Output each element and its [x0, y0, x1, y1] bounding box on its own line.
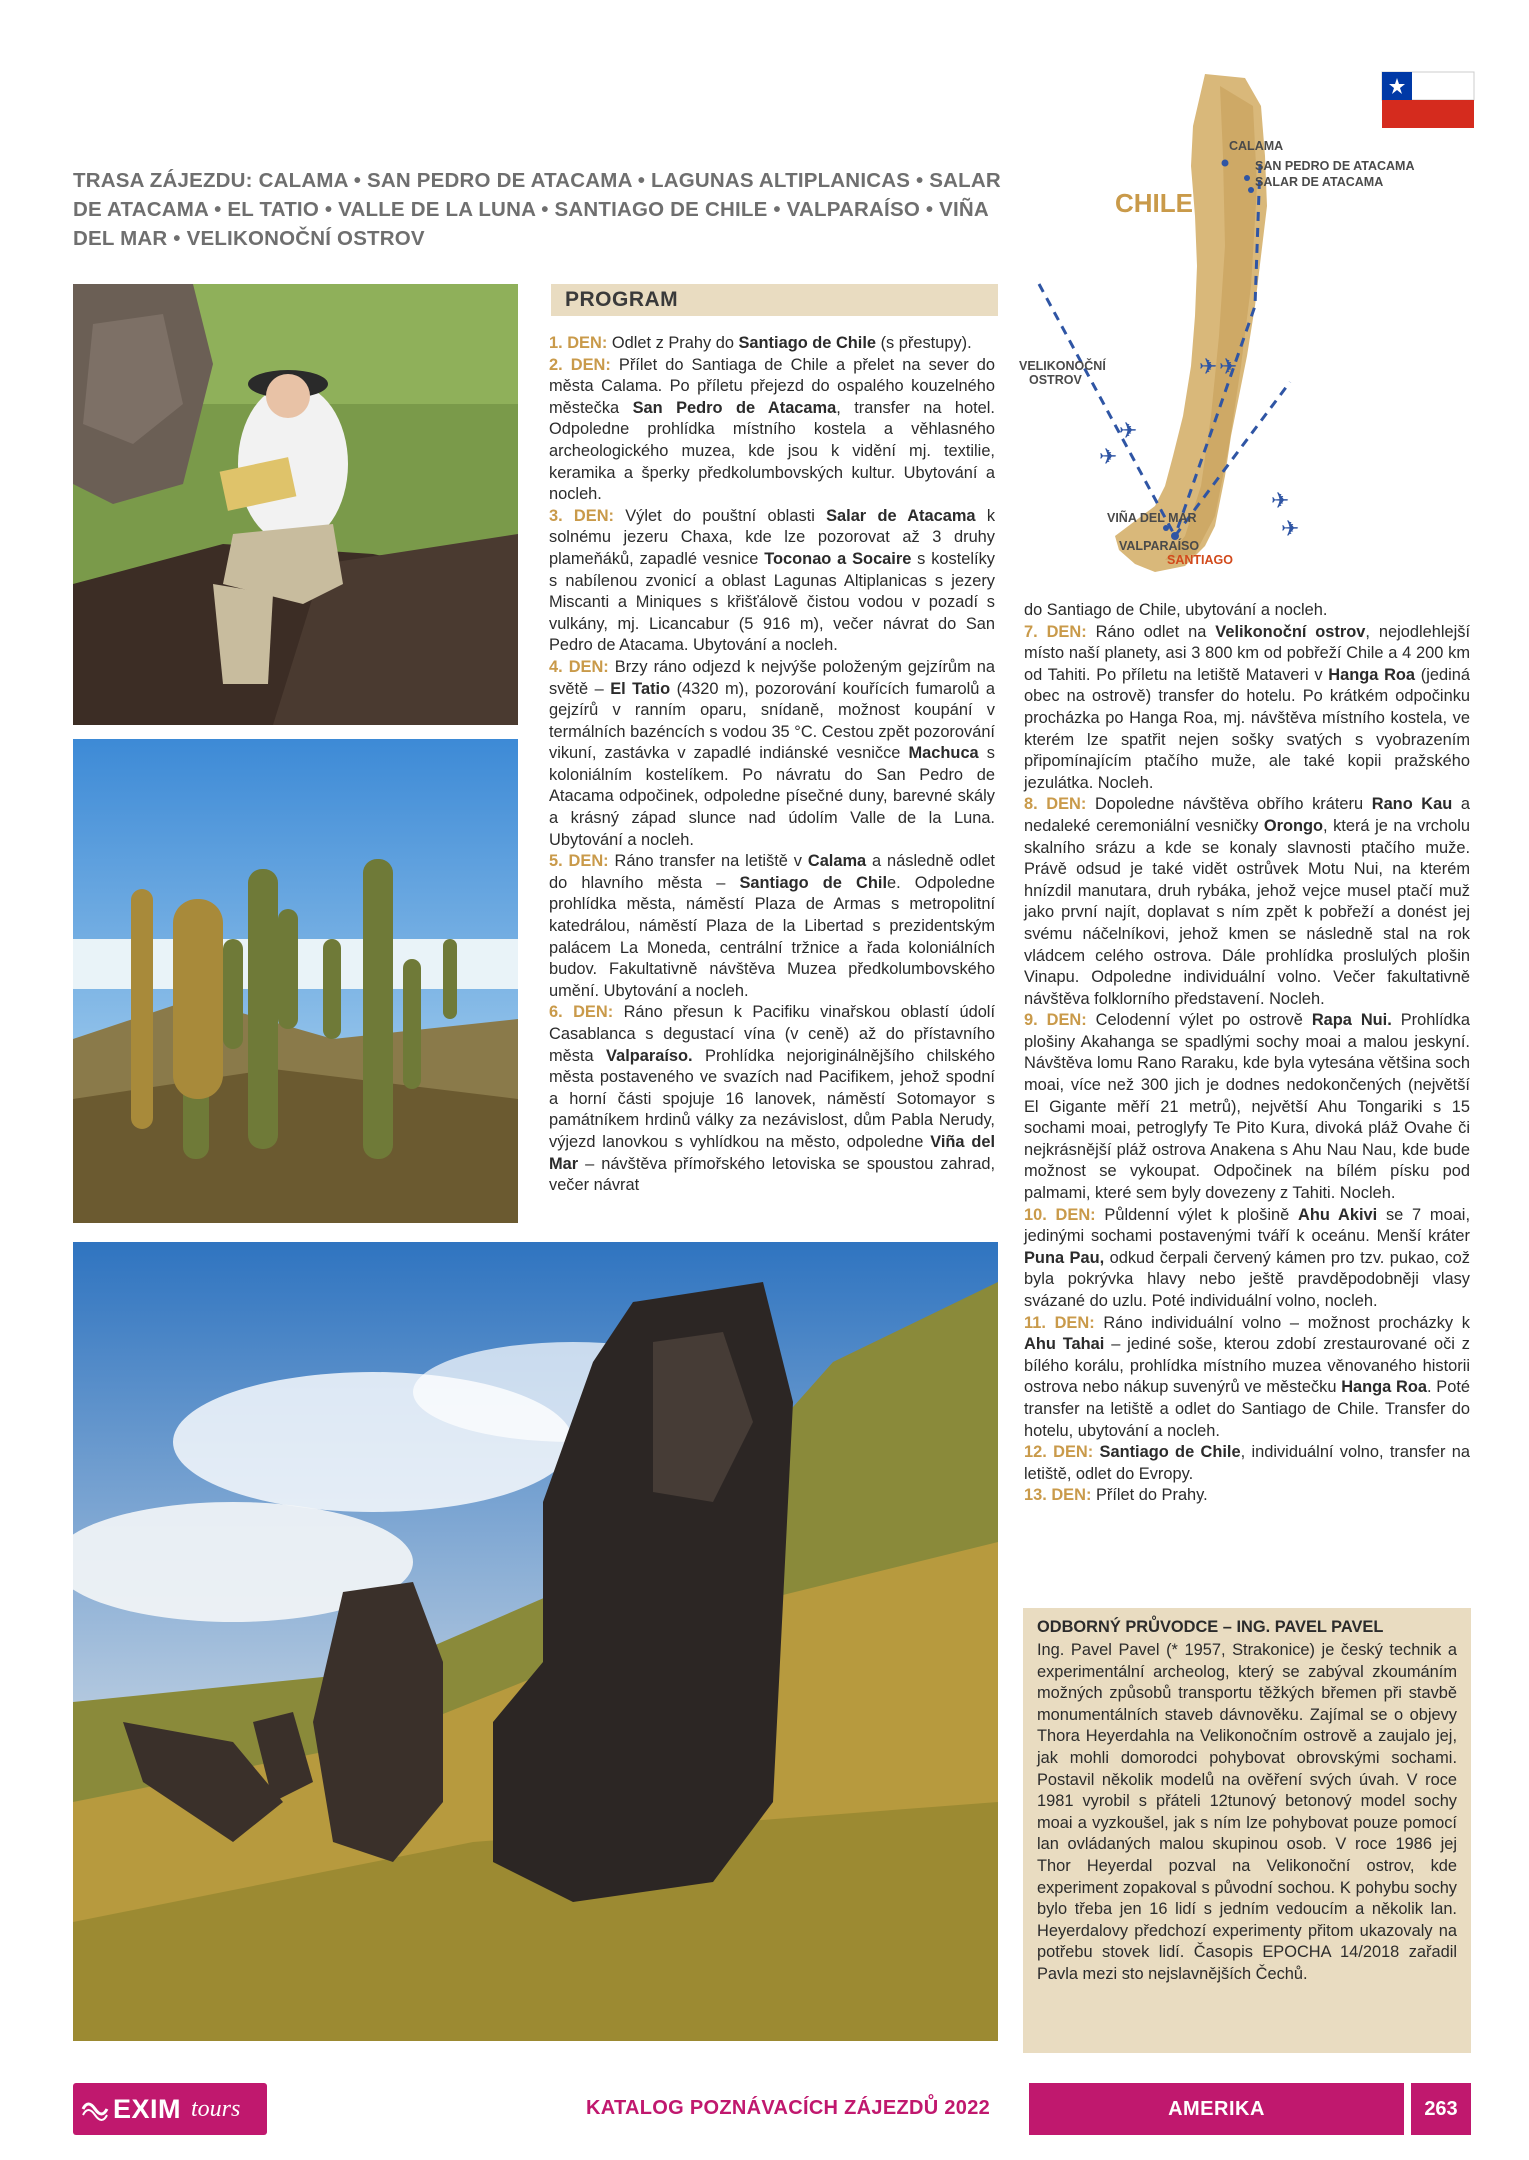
program-text: Půldenní výlet k plošině [1095, 1205, 1298, 1224]
program-text: , která je na vrcholu skalního srázu a kde se konaly slavnosti ptačího muže. Právě odsud je také vidět ostrůvek Motu Nui, na kterém hnízdil manutara, druh rybáka, jehož vejce musel ptačí muž jako první najít, doplavat s ním zpět k pobřeží a donést jej svému náčelníkovi, jehož kmen se následně stal na rok vládcem celého ostrova. Dále prohlídka proslulých plošin Vinapu. Odpoledne individuální volno. Večer fakultativně návštěva folklorního představení. Nocleh. [1024, 816, 1470, 1008]
program-paragraph [1024, 1313, 1470, 1443]
photo-man-reading [73, 284, 518, 725]
program-text: Santiago de Chile [1099, 1443, 1241, 1462]
program-paragraph [549, 506, 995, 657]
program-paragraph [1024, 622, 1470, 795]
program-text: Rapa Nui. [1311, 1011, 1392, 1030]
program-text: (jediná obec na ostrově) transfer do hotelu. Po krátkém odpočinku procházka po Hanga Roa, mj. návštěva místního kostela, ve kterém lze spatřit nejen sošky svatých s vyobrazením připomínajícím ptačího muže, ale také kopii pražského jezulátka. Nocleh. [1024, 665, 1470, 792]
day-label: 10. DEN: [1024, 1205, 1096, 1224]
program-text: se 7 moai, jedinými sochami postavenými tváří k oceánu. Menší kráter [1024, 1205, 1471, 1246]
map-label-easter-island: VELIKONOČNÍ [1019, 359, 1106, 373]
program-paragraph [1024, 794, 1470, 1010]
map-label-san-pedro: SAN PEDRO DE ATACAMA [1255, 159, 1415, 173]
program-text: Ráno transfer na letiště v [608, 852, 808, 871]
program-text: Odlet z Prahy do [607, 334, 739, 352]
route-header: TRASA ZÁJEZDU: CALAMA • SAN PEDRO DE ATACAMA • LAGUNAS ALTIPLANICAS • SALAR DE ATACAMA • EL TATIO • VALLE DE LA LUNA • SANTIAGO DE CHILE • VALPARAÍSO • VIÑA DEL MAR • VELIKONOČNÍ OSTROV [73, 169, 1001, 250]
guide-title: ODBORNÝ PRŮVODCE – ING. PAVEL PAVEL [1037, 1618, 1384, 1636]
program-text: – jediné soše, kterou zdobí zrestaurované oči z bílého korálu, prohlídka místního muzea věnovaného historii ostrova nebo nákup suvenýrů ve městečku [1024, 1335, 1470, 1397]
day-label: 8. DEN: [1024, 795, 1087, 814]
program-text: a následně odlet do hlavního města – [549, 852, 995, 892]
program-text: Orongo [1263, 816, 1324, 835]
region-tab[interactable]: AMERIKA [1029, 2083, 1404, 2135]
day-label: 5. DEN: [549, 852, 609, 871]
program-text: Celodenní výlet po ostrově [1086, 1011, 1312, 1030]
plane-icon: ✈ [1219, 355, 1238, 380]
program-paragraph [549, 1002, 995, 1196]
program-paragraph [1024, 1485, 1470, 1507]
program-text: (4320 m), pozorování kouřících fumarolů a gejzírů v ranním oparu, snídaně, možnost koupání v termálních bazéncích s vodou 35 °C. Cestou zpět pozorování vikuní, zastávka v zapadlé indiánské vesničce [549, 679, 995, 763]
map-label-valparaiso: VALPARAÍSO [1119, 539, 1200, 553]
map-label-salar: SALAR DE ATACAMA [1255, 175, 1384, 189]
program-text: Calama [807, 852, 867, 871]
plane-icon: ✈ [1281, 517, 1300, 542]
chile-map [1015, 66, 1475, 586]
logo-script-text: tours [191, 2096, 241, 2122]
catalog-title: KATALOG POZNÁVACÍCH ZÁJEZDŮ 2022 [585, 2097, 991, 2119]
program-text: Ráno odlet na [1086, 622, 1216, 641]
program-text: , nejodlehlejší místo naší planety, asi 3 800 km od pobřeží Chile a 4 200 km od Tahiti. Po příletu na letiště Mataveri v [1024, 622, 1471, 684]
program-text: . Poté transfer na letiště a odlet do Santiago de Chile. Transfer do hotelu, ubytování a nocleh. [1024, 1378, 1470, 1440]
program-text: s koloniálním kostelíkem. Po návratu do San Pedro de Atacama odpočinek, odpoledne písečné duny, barevné skály a krásný západ slunce nad údolím Valle de la Luna. Ubytování a nocleh. [549, 744, 996, 849]
program-text: Hanga Roa [1341, 1378, 1427, 1397]
map-label-santiago: SANTIAGO [1167, 553, 1233, 567]
program-text: Toconao a Socaire [764, 549, 912, 568]
program-text: (s přestupy). [876, 334, 972, 352]
map-label-easter-island-2: OSTROV [1029, 373, 1082, 387]
photo-cacti [73, 739, 518, 1223]
program-text: Prohlídka nejoriginálnějšího chilského města postaveného ve svazích nad Pacifikem, jehož spodní a horní části spojuje 16 lanovek, náměstí Sotomayor s památníkem hrdinů války za nezávislost, dům Pabla Nerudy, výjezd lanovkou s vyhlídkou na město, odpoledne [549, 1046, 995, 1151]
program-text: e. Odpoledne prohlídka města, náměstí Plaza de Armas s metropolitní katedrálou, náměstí Plaza de la Libertad s prezidentským palácem La Moneda, centrální tržnice a řada koloniálních budov. Fakultativně návštěva Muzea předkolumbovského umění. Ubytování a nocleh. [549, 873, 995, 1000]
program-text: San Pedro de Atacama [632, 398, 837, 417]
day-label: 1. DEN: [549, 334, 608, 352]
program-text: Valparaíso. [606, 1046, 693, 1065]
guide-box [1023, 1608, 1471, 2053]
program-text: Hanga Roa [1328, 665, 1416, 684]
program-text: Velikonoční ostrov [1215, 622, 1366, 641]
program-column-1 [549, 333, 995, 1197]
program-text: Viña del Mar [549, 1132, 995, 1173]
guide-text: Ing. Pavel Pavel (* 1957, Strakonice) je český technik a experimentální archeolog, který se zabýval zkoumáním možných způsobů transportu těžkých břemen při stavbě monumentálních staveb dávnověku. Zajímal se o objevy Thora Heyerdahla na Velikonočním ostrově a zaujalo jej, jak mohli domorodci pohybovat obrovskými sochami. Postavil několik modelů na ověření svých úvah. V roce 1981 vyrobil s přáteli 12tunový betonový model sochy moai a vyzkoušel, jak s ním lze pohybovat pouze pomocí lan ovládaných malou skupinou osob. V roce 1986 jej Thor Heyerdal pozval na Velikonoční ostrov, kde experiment zopakoval s původní sochou. K pohybu sochy bylo třeba jen 16 lidí s jedním vedoucím a několik lan. Heyerdalovy předchozí experimenty přitom ukazovaly na potřebu stovek lidí. Časopis EPOCHA 14/2018 zařadil Pavla mezi sto nejslavnějších Čechů. [1037, 1641, 1457, 1983]
program-text: Výlet do pouštní oblasti [614, 506, 827, 525]
program-text: Puna Pau, [1024, 1248, 1105, 1267]
day-label: 13. DEN: [1024, 1486, 1092, 1505]
program-text: El Tatio [610, 679, 671, 698]
program-text: Santiago de Chile [738, 334, 877, 352]
program-paragraph [1024, 1442, 1470, 1485]
logo-main-text: EXIM [113, 2094, 182, 2124]
program-text: Ahu Tahai [1024, 1335, 1105, 1354]
program-paragraph [549, 333, 995, 355]
program-heading-bar [551, 284, 998, 316]
program-text: – návštěva přímořského letoviska se spoustou zahrad, večer návrat [549, 1154, 995, 1195]
day-label: 11. DEN: [1024, 1313, 1095, 1332]
program-text: Ahu Akivi [1298, 1205, 1378, 1224]
plane-icon: ✈ [1119, 419, 1138, 444]
logo-wave-icon [81, 2095, 109, 2123]
day-label: 2. DEN: [549, 355, 611, 374]
program-text: Salar de Atacama [826, 506, 976, 525]
map-label-vina: VIÑA DEL MAR [1107, 511, 1197, 525]
map-label-calama: CALAMA [1229, 139, 1284, 153]
program-text: Přílet do Prahy. [1091, 1486, 1208, 1505]
program-text: Rano Kau [1371, 795, 1453, 814]
day-label: 9. DEN: [1024, 1011, 1087, 1030]
program-paragraph [549, 657, 995, 851]
program-text: a nedaleké ceremoniální vesničky [1024, 795, 1470, 835]
day-label: 4. DEN: [549, 657, 609, 676]
program-text: Santiago de Chil [739, 873, 887, 892]
day-label: 12. DEN: [1024, 1443, 1094, 1462]
program-text: Brzy ráno odjezd k nejvýše položeným gejzírům na světě – [549, 657, 995, 698]
page-number: 263 [1411, 2083, 1471, 2135]
program-text: s kostelíky s nabílenou zvonicí a oblast Lagunas Altiplanicas s jezery Miscanti a Miniques s křišťálově čistou vodou v pozadí s vulkány, mj. Licancabur (5 916 m), večer návrat do San Pedro de Atacama. Ubytování a nocleh. [549, 549, 995, 655]
day-label: 6. DEN: [549, 1003, 614, 1022]
day-label: 3. DEN: [549, 506, 614, 525]
program-text: k solnému jezeru Chaxa, kde lze pozorovat až 3 druhy plameňáků, zapadlé vesnice [549, 506, 996, 568]
program-text: Ráno individuální volno – možnost procházky k [1094, 1313, 1471, 1332]
exim-tours-logo[interactable] [73, 2083, 267, 2135]
program-text: do Santiago de Chile, ubytování a nocleh. [1024, 601, 1328, 619]
program-text: Prohlídka plošiny Akahanga se spadlými sochy moai a malou jeskyní. Návštěva lomu Rano Raraku, kde byla vytesána většina soch moai, více než 300 jich je dodnes nedokončených (největší El Gigante měří 21 metrů), největší Ahu Tongariki s 15 sochami moai, petroglyfy Te Pito Kura, divoká pláž Ovahe či nejkrásnější pláž ostrova Anakena s Ahu Nau Nau, kde bude možnost se vykoupat. Odpočinek na bílém písku pod palmami, které sem byly dovezeny z Tahiti. Nocleh. [1024, 1011, 1470, 1203]
program-paragraph [1024, 1205, 1470, 1313]
program-text: Dopoledne návštěva obřího kráteru [1086, 795, 1372, 814]
program-text: Přílet do Santiaga de Chile a přelet na sever do města Calama. Po příletu přejezd do ospalého kouzelného městečka [549, 355, 995, 417]
photo-moai [73, 1242, 998, 2041]
plane-icon: ✈ [1199, 355, 1218, 380]
day-label: 7. DEN: [1024, 622, 1087, 641]
program-title: PROGRAM [565, 288, 679, 311]
program-text: Ráno přesun k Pacifiku vinařskou oblastí údolí Casablanca s degustací vína (v ceně) až do přístavního města [549, 1003, 996, 1065]
plane-icon: ✈ [1271, 489, 1290, 514]
program-paragraph [1024, 1010, 1470, 1204]
program-text: odkud čerpali červený kámen pro tzv. pukao, což byla pokrývka hlavy nebo ještě pravděpodobněji vlasy svázané do uzlu. Poté individuální volno, nocleh. [1024, 1248, 1470, 1310]
program-paragraph [549, 355, 995, 506]
program-paragraph [549, 851, 995, 1002]
map-country-label: CHILE [1115, 188, 1193, 218]
program-text: , transfer na hotel. Odpoledne prohlídka místního kostela a věhlasného archeologického muzea, kde jsou k vidění mj. textilie, keramika a šperky předkolumbovských kultur. Ubytování a nocleh. [549, 398, 995, 504]
plane-icon: ✈ [1099, 445, 1118, 470]
program-text: , individuální volno, transfer na letiště, odlet do Evropy. [1024, 1443, 1470, 1483]
chile-flag-icon [1382, 72, 1474, 128]
program-text: Machuca [908, 744, 979, 763]
program-paragraph [1024, 600, 1470, 622]
program-column-2 [1024, 600, 1470, 1507]
